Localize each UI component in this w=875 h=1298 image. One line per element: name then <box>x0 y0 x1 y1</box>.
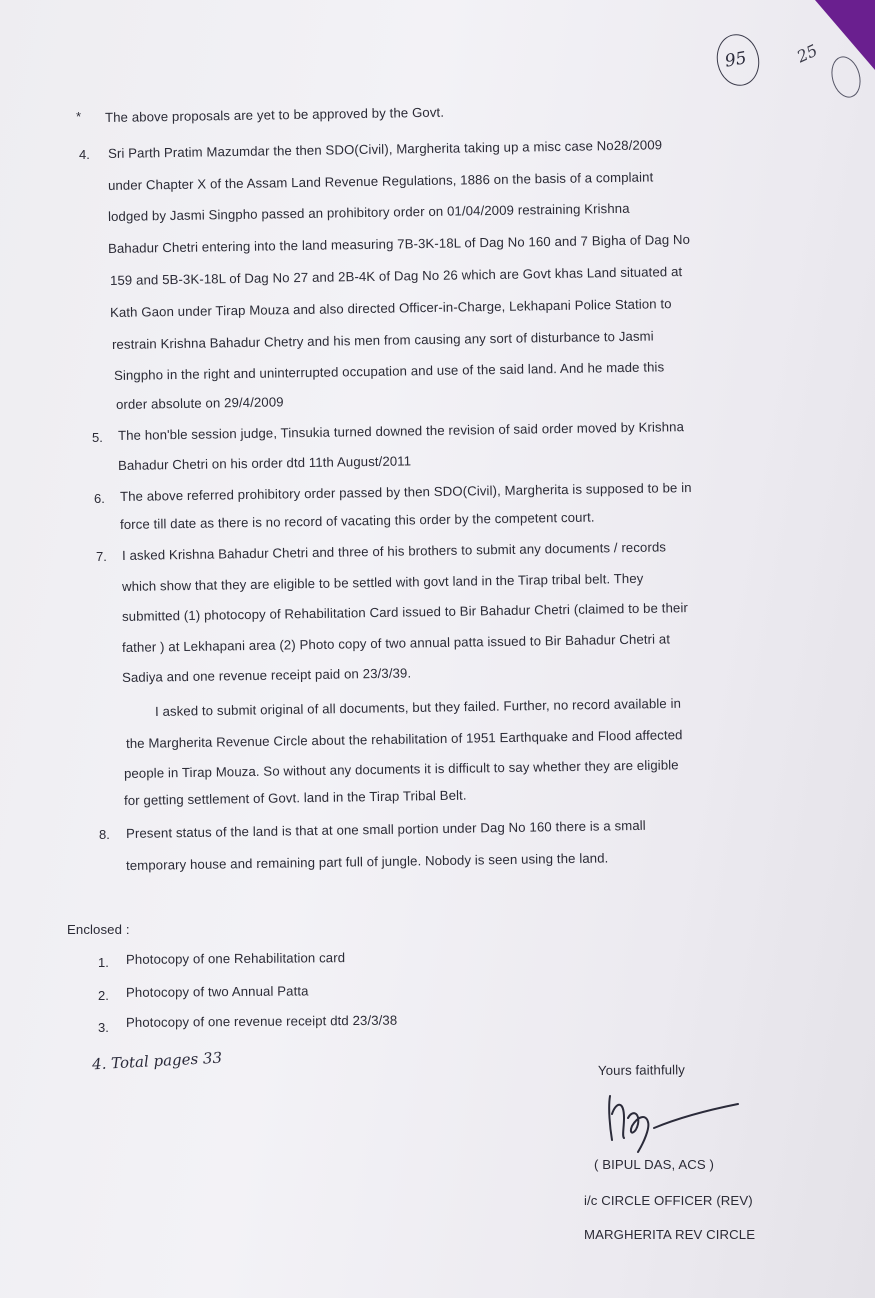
enclosure-number: 1. <box>98 955 109 970</box>
item-line: the Margherita Revenue Circle about the rehabilitation of 1951 Earthquake and Flood affected <box>125 727 683 751</box>
enclosure-item: Photocopy of two Annual Patta <box>125 983 309 1000</box>
item-line: Bahadur Chetri on his order dtd 11th August/2011 <box>117 453 412 473</box>
item-line: which show that they are eligible to be settled with govt land in the Tirap tribal belt. They <box>121 570 644 594</box>
item-number: 6. <box>94 491 105 506</box>
item-line: 159 and 5B-3K-18L of Dag No 27 and 2B-4K of Dag No 26 which are Govt khas Land situated at <box>109 264 683 288</box>
item-line: Present status of the land is that at one small portion under Dag No 160 there is a small <box>125 817 646 841</box>
item-line: Kath Gaon under Tirap Mouza and also directed Officer-in-Charge, Lekhapani Police Station to <box>109 296 672 320</box>
enclosure-item: Photocopy of one Rehabilitation card <box>125 950 346 967</box>
item-line: force till date as there is no record of vacating this order by the competent court. <box>119 509 595 532</box>
enclosed-heading: Enclosed : <box>67 922 130 937</box>
item-line: The above referred prohibitory order passed by then SDO(Civil), Margherita is supposed to be in <box>119 480 692 504</box>
item-line: under Chapter X of the Assam Land Revenue Regulations, 1886 on the basis of a complaint <box>107 169 654 193</box>
item-line: father ) at Lekhapani area (2) Photo copy of two annual patta issued to Bir Bahadur Chetri at <box>121 631 671 655</box>
item-number: 5. <box>92 430 103 445</box>
item-line: for getting settlement of Govt. land in the Tirap Tribal Belt. <box>123 787 467 808</box>
handwritten-total-pages: 4. Total pages 33 <box>91 1048 223 1074</box>
signatory-office: MARGHERITA REV CIRCLE <box>584 1227 756 1242</box>
item-line: Sri Parth Pratim Mazumdar the then SDO(Civil), Margherita taking up a misc case No28/2009 <box>107 137 663 161</box>
signatory-name: ( BIPUL DAS, ACS ) <box>594 1157 715 1172</box>
item-line: restrain Krishna Bahadur Chetry and his men from causing any sort of disturbance to Jasmi <box>111 328 654 352</box>
folio-number-secondary: 25 <box>793 40 821 67</box>
item-line: I asked Krishna Bahadur Chetri and three of his brothers to submit any documents / records <box>121 539 667 563</box>
item-line: submitted (1) photocopy of Rehabilitation Card issued to Bir Bahadur Chetri (claimed to be their <box>121 600 689 624</box>
item-number: 7. <box>96 549 107 564</box>
item-line: Singpho in the right and uninterrupted occupation and use of the said land. And he made this <box>113 359 665 383</box>
item-line: I asked to submit original of all documents, but they failed. Further, no record available in <box>154 695 682 719</box>
item-line: people in Tirap Mouza. So without any documents it is difficult to say whether they are eligible <box>123 757 679 781</box>
closing: Yours faithfully <box>597 1062 685 1078</box>
signature <box>598 1088 748 1158</box>
item-line: order absolute on 29/4/2009 <box>115 394 284 412</box>
item-number: 8. <box>99 827 110 842</box>
item-number: 4. <box>79 147 90 162</box>
folio-number: 95 <box>723 48 749 72</box>
item-line: Sadiya and one revenue receipt paid on 23/3/39. <box>121 665 412 685</box>
enclosure-number: 3. <box>98 1020 109 1035</box>
item-line: The hon'ble session judge, Tinsukia turned downed the revision of said order moved by Krishna <box>117 419 685 443</box>
enclosure-number: 2. <box>98 988 109 1003</box>
item-line: Bahadur Chetri entering into the land measuring 7B-3K-18L of Dag No 160 and 7 Bigha of Dag No <box>107 231 691 256</box>
signatory-designation: i/c CIRCLE OFFICER (REV) <box>584 1193 753 1208</box>
item-line: The above proposals are yet to be approved by the Govt. <box>104 104 445 125</box>
enclosure-item: Photocopy of one revenue receipt dtd 23/3/38 <box>125 1012 398 1030</box>
item-bullet: * <box>76 109 82 124</box>
item-line: temporary house and remaining part full of jungle. Nobody is seen using the land. <box>125 850 609 873</box>
item-line: lodged by Jasmi Singpho passed an prohibitory order on 01/04/2009 restraining Krishna <box>107 200 630 224</box>
